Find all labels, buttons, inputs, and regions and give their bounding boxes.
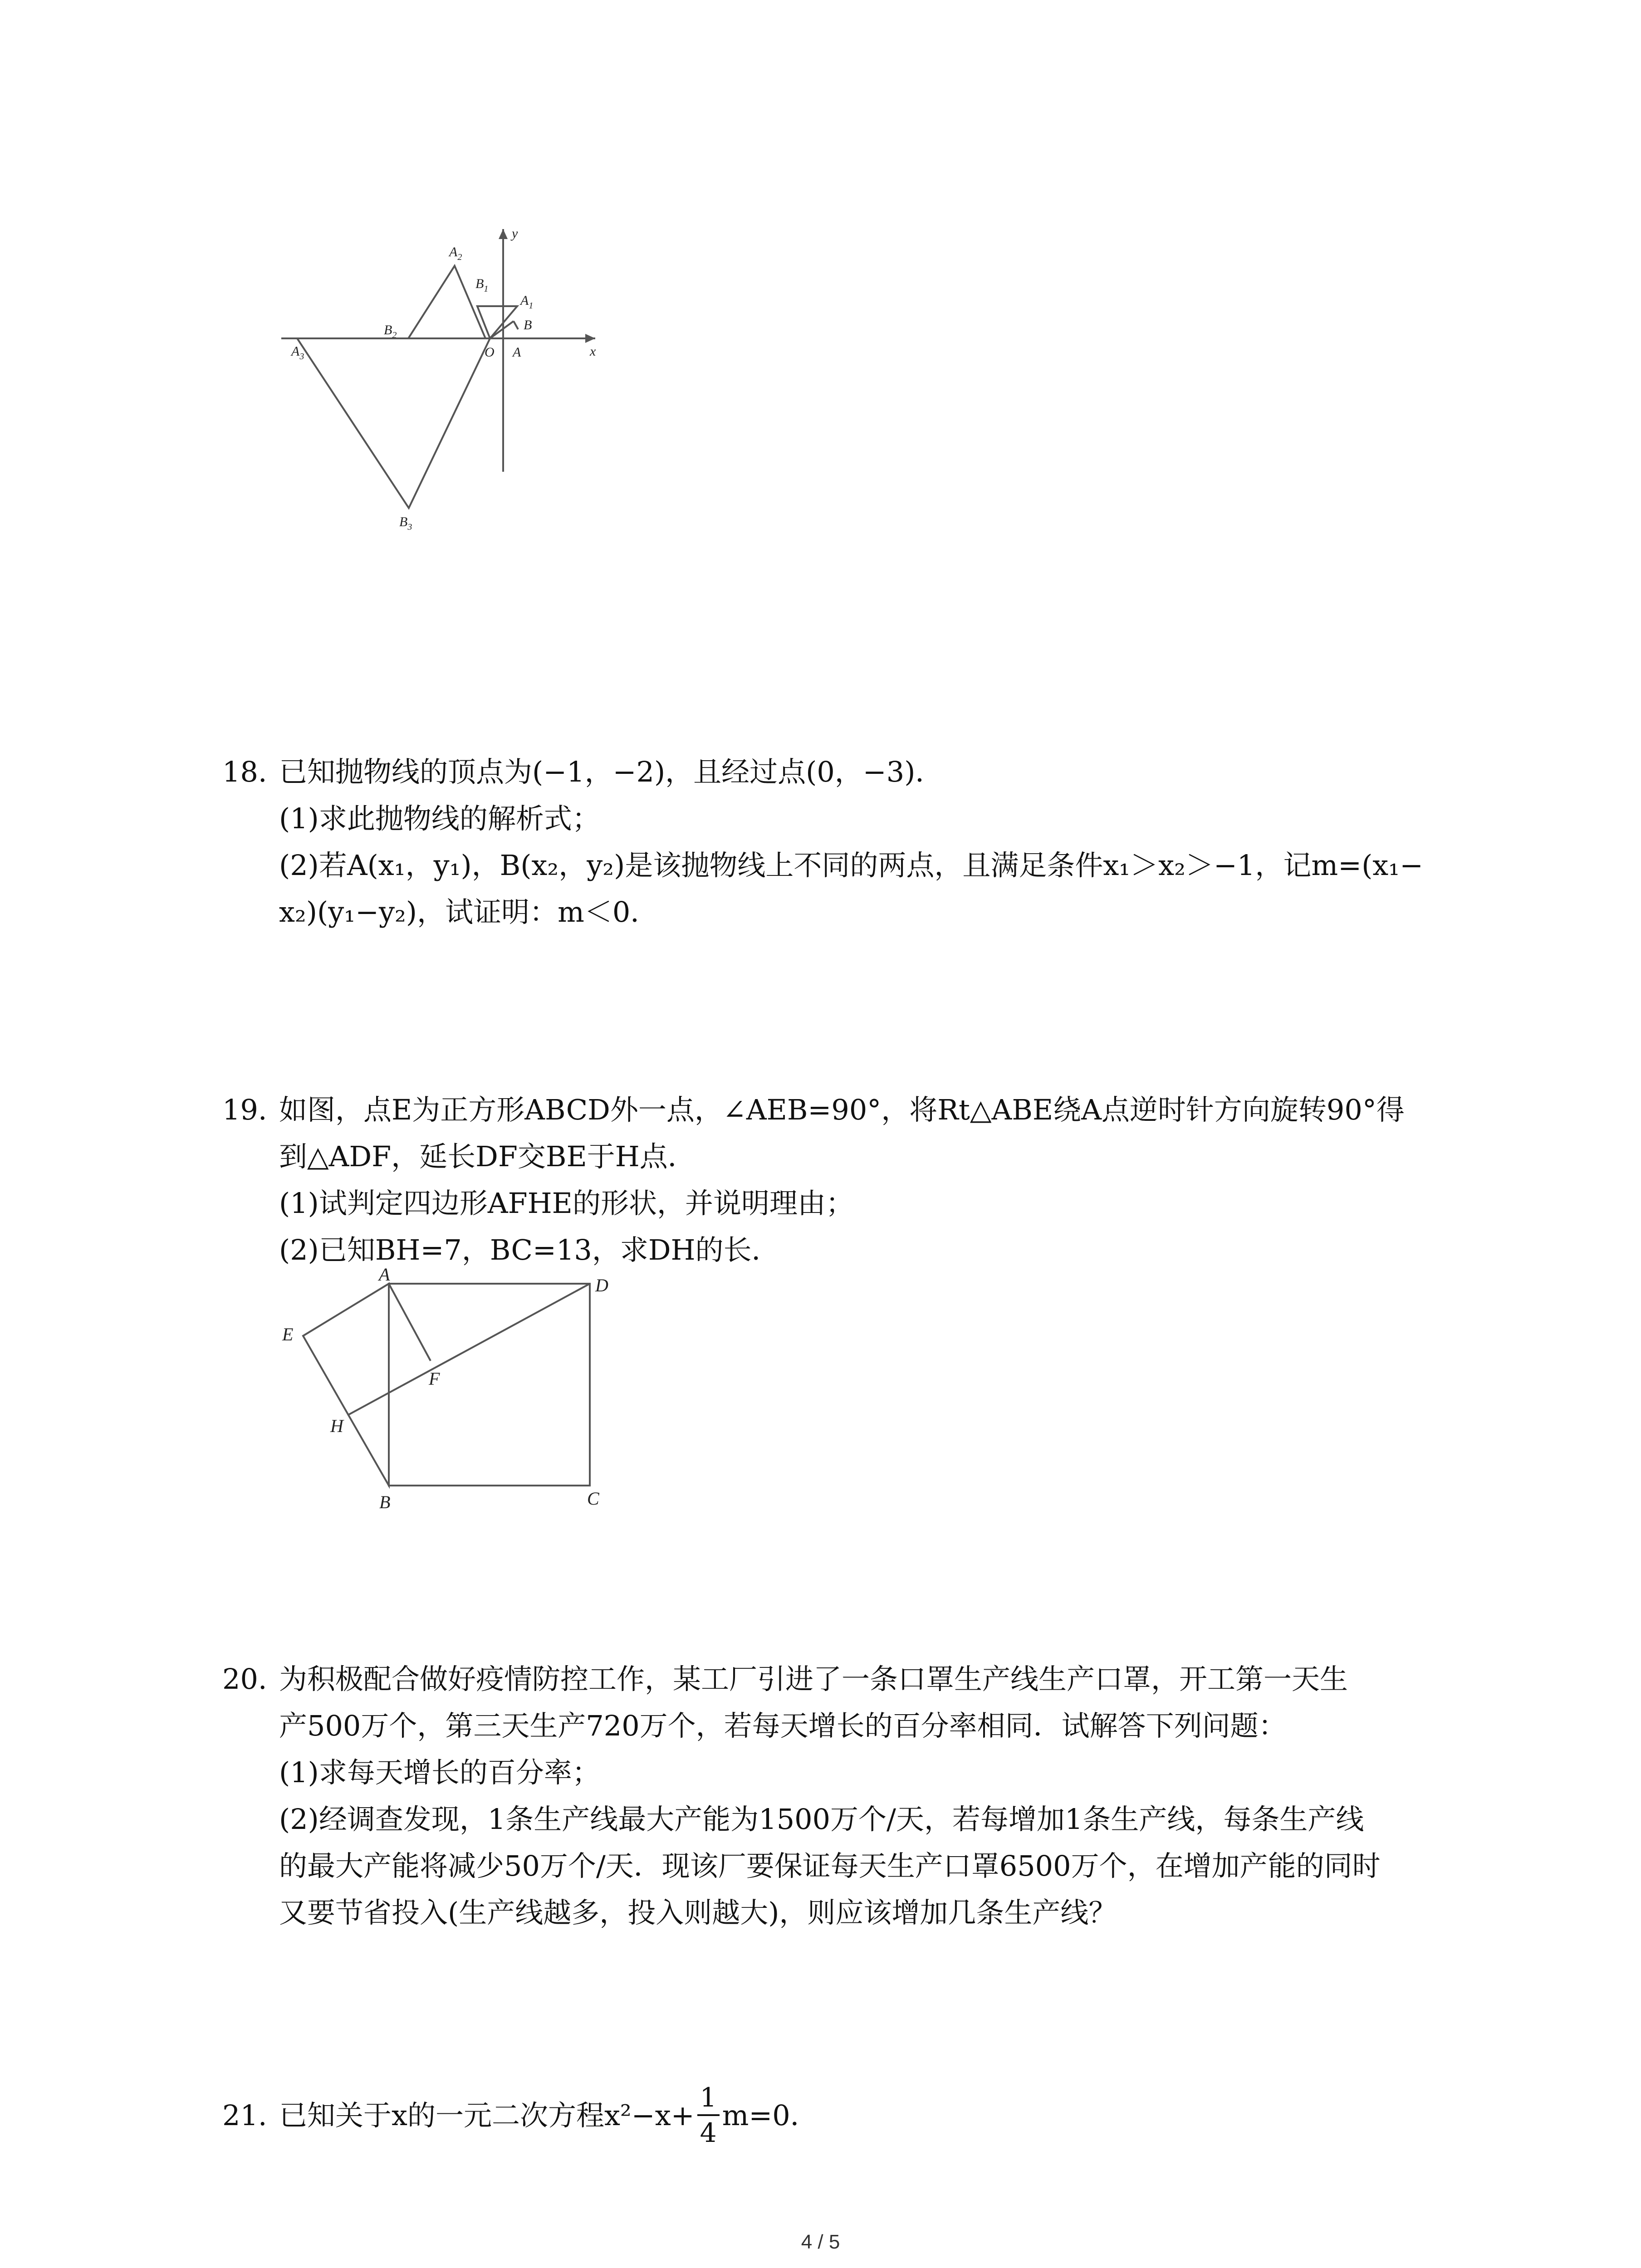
problem-text: 到△ADF，延长DF交BE于H点． bbox=[279, 1140, 696, 1173]
label-y: y bbox=[512, 226, 518, 241]
problem-text: 为积极配合做好疫情防控工作，某工厂引进了一条口罩生产线生产口罩，开工第一天生 bbox=[279, 1662, 1348, 1696]
problem-text: 的最大产能将减少50万个/天．现该厂要保证每天生产口罩6500万个，在增加产能的同时 bbox=[279, 1849, 1381, 1882]
fraction-one-quarter bbox=[697, 2084, 720, 2146]
square-figure bbox=[272, 1268, 617, 1522]
problem-text: (2)经调查发现，1条生产线最大产能为1500万个/天，若每增加1条生产线，每条生产线 bbox=[279, 1803, 1364, 1836]
label-h: H bbox=[330, 1416, 343, 1436]
problem-number: 20. bbox=[222, 1662, 267, 1696]
segment-dh bbox=[348, 1284, 590, 1415]
x-arrow bbox=[585, 334, 595, 343]
problem-21 bbox=[222, 2084, 1474, 2146]
page-number: 4 / 5 bbox=[801, 2231, 840, 2253]
label-b: B bbox=[379, 1492, 391, 1512]
label-x: x bbox=[590, 344, 596, 359]
square-abcd bbox=[389, 1284, 590, 1486]
label-b3: $B_3$ bbox=[399, 514, 412, 532]
fraction-numerator: 1 bbox=[697, 2084, 720, 2116]
label-o: O bbox=[485, 345, 495, 360]
label-a3: $A_3$ bbox=[291, 344, 304, 362]
triangle-a3-b3-o bbox=[297, 338, 490, 508]
problem-20 bbox=[222, 1656, 1474, 1936]
problem-text: (1)求每天增长的百分率； bbox=[279, 1756, 600, 1789]
label-d: D bbox=[595, 1275, 608, 1295]
problem-text: (1)试判定四边形AFHE的形状，并说明理由； bbox=[279, 1187, 854, 1220]
segment-ba bbox=[514, 321, 518, 329]
label-b1: $B_1$ bbox=[475, 276, 489, 294]
label-a: A bbox=[513, 345, 521, 360]
segment-af bbox=[389, 1284, 431, 1361]
equation-suffix: m=0． bbox=[722, 2098, 818, 2132]
problem-text: (2)已知BH=7，BC=13，求DH的长． bbox=[279, 1233, 780, 1266]
label-a1: $A_1$ bbox=[520, 293, 534, 311]
problem-number: 18. bbox=[222, 755, 267, 788]
problem-text bbox=[279, 2084, 818, 2146]
label-b: B bbox=[524, 318, 532, 332]
triangle-abe bbox=[303, 1284, 389, 1486]
label-b2: $B_2$ bbox=[384, 323, 397, 340]
y-arrow bbox=[499, 229, 508, 239]
label-a2: $A_2$ bbox=[449, 244, 462, 262]
problem-19 bbox=[222, 1086, 1474, 1273]
problem-number: 21. bbox=[222, 2098, 267, 2132]
label-e: E bbox=[282, 1324, 294, 1344]
triangle-a2-b2-o bbox=[408, 266, 485, 338]
square-figure-svg bbox=[272, 1268, 617, 1522]
problem-number: 19. bbox=[222, 1093, 267, 1126]
problem-18 bbox=[222, 748, 1474, 935]
problem-text: 又要节省投入(生产线越多，投入则越大)，则应该增加几条生产线？ bbox=[279, 1896, 1117, 1929]
label-a: A bbox=[379, 1268, 390, 1285]
axis-arrows bbox=[499, 229, 595, 343]
problem-text: 已知抛物线的顶点为(−1，−2)，且经过点(0，−3)． bbox=[279, 755, 944, 788]
coordinate-figure-svg bbox=[272, 218, 617, 544]
problem-text: x₂)(y₁−y₂)，试证明：m＜0． bbox=[279, 895, 659, 929]
problem-text: (2)若A(x₁，y₁)，B(x₂，y₂)是该抛物线上不同的两点，且满足条件x₁＞x₂＞−1，记m=(x₁− bbox=[279, 849, 1424, 882]
label-c: C bbox=[587, 1488, 599, 1509]
problem-text: 产500万个，第三天生产720万个，若每天增长的百分率相同．试解答下列问题： bbox=[279, 1709, 1287, 1742]
problem-text: (1)求此抛物线的解析式； bbox=[279, 802, 600, 835]
problem-text: 如图，点E为正方形ABCD外一点，∠AEB=90°，将Rt△ABE绕A点逆时针方向旋转90°得 bbox=[279, 1093, 1405, 1126]
coordinate-figure bbox=[272, 218, 617, 544]
fraction-denominator: 4 bbox=[700, 2117, 717, 2148]
label-f: F bbox=[429, 1369, 440, 1389]
equation-prefix: 已知关于x的一元二次方程x²−x+ bbox=[279, 2098, 695, 2132]
